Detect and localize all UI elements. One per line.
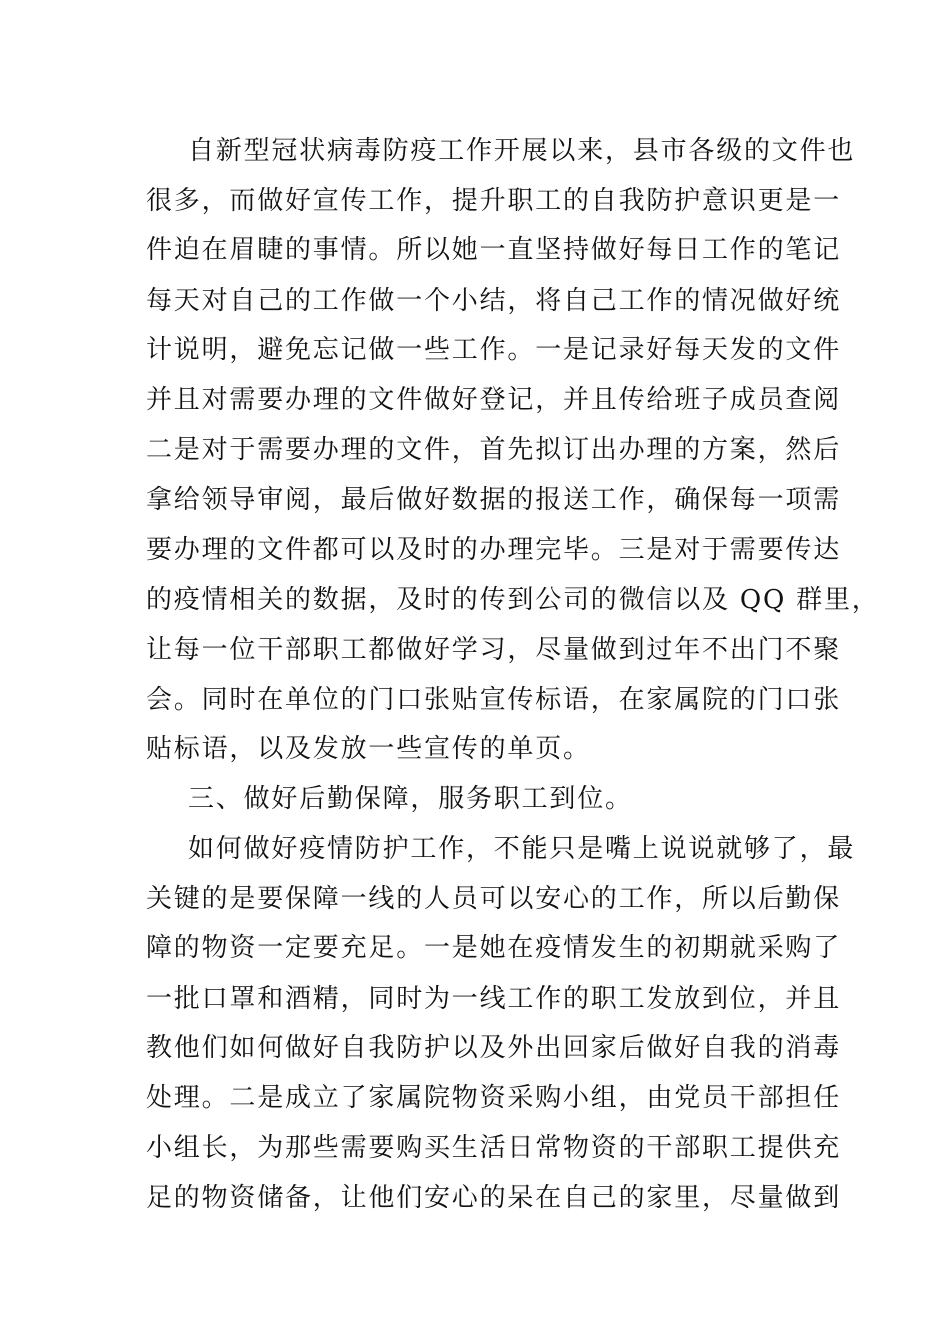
- paragraph-2-line-2: 关键的是要保障一线的人员可以安心的工作，所以后勤保: [146, 884, 842, 914]
- paragraph-2-line-8: 足的物资储备，让他们安心的呆在自己的家里，尽量做到: [146, 1183, 842, 1213]
- paragraph-1-line-6: 并且对需要办理的文件做好登记，并且传给班子成员查阅: [146, 385, 842, 415]
- paragraph-1-line-10: 的疫情相关的数据，及时的传到公司的微信以及 QQ 群里，: [146, 585, 880, 615]
- paragraph-1-line-3: 件迫在眉睫的事情。所以她一直坚持做好每日工作的笔记: [146, 235, 842, 265]
- paragraph-1-line-1: 自新型冠状病毒防疫工作开展以来，县市各级的文件也: [188, 136, 856, 166]
- paragraph-2-line-1: 如何做好疫情防护工作，不能只是嘴上说说就够了，最: [188, 834, 856, 864]
- paragraph-2-line-7: 小组长，为那些需要购买生活日常物资的干部职工提供充: [146, 1133, 842, 1163]
- section-heading: 三、做好后勤保障，服务职工到位。: [188, 784, 633, 814]
- paragraph-2-line-5: 教他们如何做好自我防护以及外出回家后做好自我的消毒: [146, 1033, 842, 1063]
- paragraph-1-line-11: 让每一位干部职工都做好学习，尽量做到过年不出门不聚: [146, 635, 842, 665]
- paragraph-1-line-9: 要办理的文件都可以及时的办理完毕。三是对于需要传达: [146, 535, 842, 565]
- paragraph-2-line-3: 障的物资一定要充足。一是她在疫情发生的初期就采购了: [146, 933, 842, 963]
- paragraph-1-line-12: 会。同时在单位的门口张贴宣传标语，在家属院的门口张: [146, 685, 842, 715]
- paragraph-2-line-4: 一批口罩和酒精，同时为一线工作的职工发放到位，并且: [146, 984, 842, 1014]
- paragraph-1-line-13: 贴标语，以及发放一些宣传的单页。: [146, 734, 591, 764]
- paragraph-1-line-5: 计说明，避免忘记做一些工作。一是记录好每天发的文件: [146, 335, 842, 365]
- paragraph-1-line-4: 每天对自己的工作做一个小结，将自己工作的情况做好统: [146, 286, 842, 316]
- paragraph-2-line-6: 处理。二是成立了家属院物资采购小组，由党员干部担任: [146, 1083, 842, 1113]
- paragraph-1-line-8: 拿给领导审阅，最后做好数据的报送工作，确保每一项需: [146, 485, 842, 515]
- paragraph-1-line-2: 很多，而做好宣传工作，提升职工的自我防护意识更是一: [146, 186, 842, 216]
- paragraph-1-line-7: 二是对于需要办理的文件，首先拟订出办理的方案，然后: [146, 435, 842, 465]
